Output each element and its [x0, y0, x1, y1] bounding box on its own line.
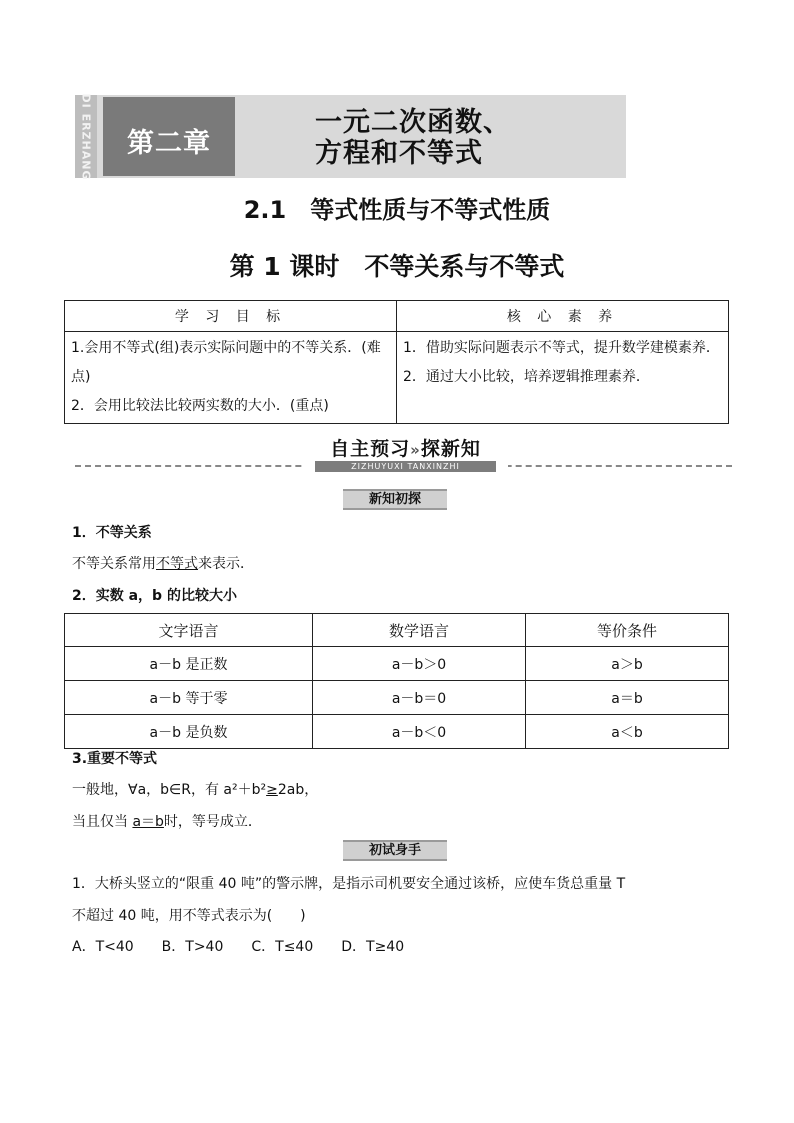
lesson-title: 第 1 课时 不等关系与不等式 [229, 252, 565, 281]
table-cell: a－b 是负数 [65, 715, 313, 749]
preview-main-text: 自主预习 [330, 438, 411, 460]
chapter-side-text: DI ERZHANG [79, 93, 93, 180]
preview-section-label [303, 437, 508, 471]
preview-section-header [75, 437, 732, 471]
table-cell: a－b＜0 [313, 715, 526, 749]
chapter-label-box [103, 97, 235, 176]
item3-line2-prefix: 当且仅当 [72, 814, 133, 830]
chapter-title-line2: 方程和不等式 [315, 138, 483, 169]
table-cell: a－b 等于零 [65, 681, 313, 715]
item1-text-prefix: 不等关系常用 [72, 556, 156, 572]
chapter-banner [75, 95, 626, 178]
table-cell: a＞b [526, 647, 729, 681]
item1-text-suffix: 来表示． [198, 556, 254, 572]
item3-line1-underlined: ≥ [266, 782, 278, 798]
item3-line1-suffix: 2ab， [277, 782, 319, 798]
literacy-item-2: 2．通过大小比较，培养逻辑推理素养． [403, 369, 650, 385]
badge-new-knowledge: 新知初探 [343, 489, 447, 510]
table-cell: a－b 是正数 [65, 647, 313, 681]
goal-item-1: 1.会用不等式(组)表示实际问题中的不等关系．(难点) [71, 340, 381, 385]
item3-heading: 3.重要不等式 [72, 751, 158, 767]
table-row [65, 647, 729, 681]
preview-main-text-2: 探新知 [420, 438, 481, 460]
compare-header-text: 文字语言 [65, 614, 313, 647]
question1-line1: 1．大桥头竖立的“限重 40 吨”的警示牌，是指示司机要安全通过该桥，应使车货总重量 T [72, 876, 626, 892]
item3-line1-prefix: 一般地，∀a，b∈R，有 a²＋b² [72, 782, 267, 798]
double-chevron-icon: » [410, 441, 421, 459]
question1-line2: 不超过 40 吨，用不等式表示为( ) [72, 908, 306, 924]
compare-header-condition: 等价条件 [526, 614, 729, 647]
preview-section-sub: ZIZHUYUXI TANXINZHI [315, 461, 496, 472]
section-title: 2.1 等式性质与不等式性质 [243, 196, 551, 224]
chapter-title-line1: 一元二次函数、 [315, 107, 511, 138]
item3-line2 [72, 811, 262, 831]
table-row [65, 681, 729, 715]
table-cell: a＝b [526, 681, 729, 715]
chapter-title [315, 107, 615, 169]
badge-try: 初试身手 [343, 840, 447, 861]
literacy-item-1: 1．借助实际问题表示不等式，提升数学建模素养． [403, 340, 720, 356]
table-cell: a＜b [526, 715, 729, 749]
item2-heading: 2．实数 a，b 的比较大小 [72, 588, 237, 604]
item1-heading: 1．不等关系 [72, 525, 152, 541]
table-cell: a－b＝0 [313, 681, 526, 715]
table-row [65, 715, 729, 749]
item3-line1 [72, 779, 318, 799]
goals-cell-right [397, 332, 729, 424]
goal-item-2: 2．会用比较法比较两实数的大小．(重点) [71, 398, 329, 414]
table-cell: a－b＞0 [313, 647, 526, 681]
item1-text [72, 553, 254, 573]
chapter-label: 第二章 [127, 128, 211, 159]
goals-header-right: 核 心 素 养 [397, 301, 729, 332]
goals-cell-left [65, 332, 397, 424]
goals-header-left: 学 习 目 标 [65, 301, 397, 332]
preview-section-main [303, 437, 508, 461]
item1-text-underlined: 不等式 [156, 556, 198, 572]
goals-table [64, 300, 729, 424]
item3-line2-underlined: a＝b [132, 814, 164, 830]
question1-options: A．T<40 B．T>40 C．T≤40 D．T≥40 [72, 939, 405, 955]
item3-line2-suffix: 时，等号成立． [163, 814, 262, 830]
compare-header-math: 数学语言 [313, 614, 526, 647]
compare-table [64, 613, 729, 749]
chapter-side-tab [75, 95, 97, 178]
